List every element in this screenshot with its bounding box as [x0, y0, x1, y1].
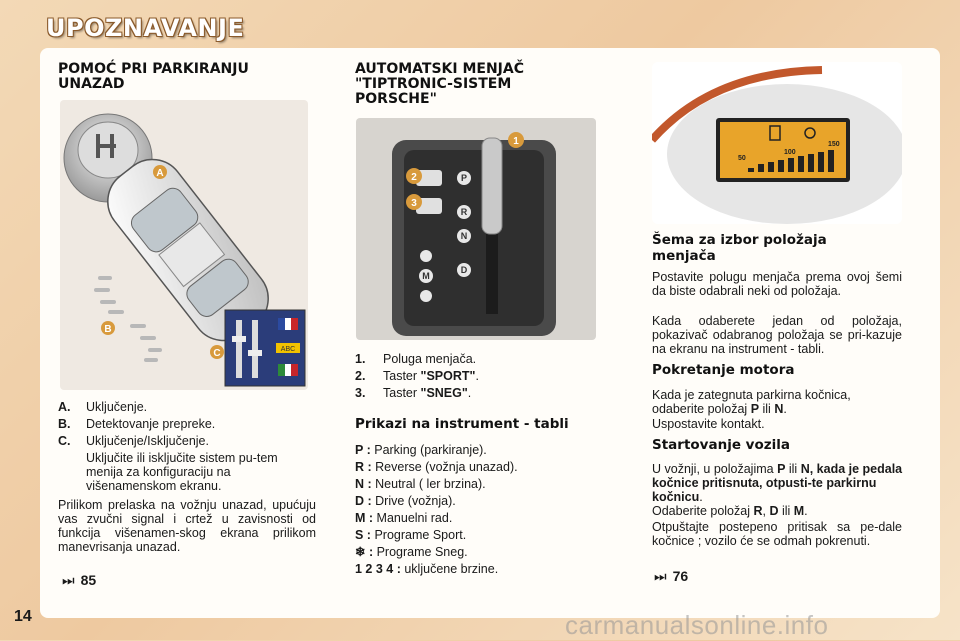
svg-text:M: M	[422, 271, 430, 281]
dashboard-figure	[652, 62, 902, 224]
svg-text:D: D	[460, 265, 468, 275]
display-item: 1 2 3 4 : uključene brzine.	[355, 562, 499, 576]
display-item: P : Parking (parkiranje).	[355, 443, 487, 457]
svg-text:2: 2	[411, 172, 417, 183]
svg-text:150: 150	[828, 141, 840, 148]
page-reference-85[interactable]: ⏭ 85	[62, 572, 97, 588]
instrument-display-list	[355, 442, 595, 578]
gear-lever	[482, 138, 502, 234]
parking-assist-title: POMOĆ PRI PARKIRANJU UNAZAD	[58, 61, 249, 92]
parking-assist-legend	[58, 400, 316, 554]
display-screen	[225, 310, 305, 386]
page-number: 14	[14, 608, 32, 625]
legend-item: 3. Taster "SNEG".	[355, 386, 472, 400]
legend-item: A. Uključenje.	[58, 400, 148, 414]
callout-1-badge	[508, 132, 524, 148]
display-item: R : Reverse (vožnja unazad).	[355, 460, 518, 474]
engine-start-paragraph-1: Kada je zategnuta parkirna kočnica, odaberite položaj P ili N.	[652, 388, 851, 416]
vehicle-start-paragraph-3: Otpuštajte postepeno pritisak sa pe-dale kočnice ; vozilo će se odmah pokrenuti.	[652, 520, 902, 548]
vehicle-start-paragraph-1: U vožnji, u položajima P ili N, kada je pedala kočnice pritisnuta, otpusti-te parkirnu kočnicu.	[652, 462, 903, 504]
callout-b-badge	[101, 321, 115, 335]
svg-text:R: R	[460, 207, 468, 217]
svg-text:C: C	[213, 348, 221, 359]
display-item: D : Drive (vožnja).	[355, 494, 456, 508]
svg-text:3: 3	[411, 198, 417, 209]
engine-start-title: Pokretanje motora	[652, 362, 795, 378]
vehicle-start-paragraph-2: Odaberite položaj R, D ili M.	[652, 504, 808, 518]
callout-2-badge	[406, 168, 422, 184]
instrument-display-title: Prikazi na instrument - tabli	[355, 416, 569, 432]
callout-a-badge	[153, 165, 167, 179]
schema-paragraph-2: Kada odaberete jedan od položaja, pokazivač odabranog položaja se pri-kazuje na ekranu na instrument - tabli.	[652, 314, 902, 356]
parking-assist-figure	[60, 100, 308, 390]
gearbox-title: AUTOMATSKI MENJAČ "TIPTRONIC-SISTEM PORSCHE"	[355, 61, 524, 107]
car-illustration	[60, 100, 308, 390]
dashboard-illustration	[652, 62, 902, 224]
gear-selector-illustration	[356, 118, 596, 340]
svg-text:B: B	[104, 324, 112, 335]
legend-item: 2. Taster "SPORT".	[355, 369, 479, 383]
svg-text:1: 1	[513, 136, 519, 147]
display-item: M : Manuelni rad.	[355, 511, 453, 525]
legend-item: C. Uključenje/Isključenje.	[58, 434, 209, 448]
svg-text:A: A	[156, 168, 164, 179]
callout-c-badge	[210, 345, 224, 359]
display-item: S : Programe Sport.	[355, 528, 467, 542]
callout-3-badge	[406, 194, 422, 210]
legend-note: Uključite ili isključite sistem pu-tem menija za konfiguraciju na višenamenskom ekranu.	[86, 451, 278, 493]
svg-text:50: 50	[738, 155, 746, 162]
display-label: ABC	[280, 346, 296, 353]
svg-text:P: P	[460, 173, 468, 183]
next-page-icon: ⏭	[654, 568, 667, 584]
schema-paragraph-1: Postavite polugu menjača prema ovoj šemi da biste odabrali neki od položaja.	[652, 270, 902, 298]
watermark: carmanualsonline.info	[565, 610, 829, 640]
next-page-icon: ⏭	[62, 572, 75, 588]
page-heading: UPOZNAVANJE	[46, 14, 245, 42]
svg-text:N: N	[460, 231, 468, 241]
legend-item: B. Detektovanje prepreke.	[58, 417, 216, 431]
legend-item: 1. Poluga menjača.	[355, 352, 477, 366]
svg-text:100: 100	[784, 149, 796, 156]
sensor-waves-icon	[94, 276, 162, 362]
display-item: ❄ : Programe Sneg.	[355, 545, 468, 559]
parking-assist-paragraph: Prilikom prelaska na vožnju unazad, upućuju vas zvučni signal i crtež u zavisnosti od funkcija višenamen-skog ekrana prilikom manevrisanja unazad.	[58, 498, 316, 554]
engine-start-paragraph-2: Uspostavite kontakt.	[652, 417, 765, 431]
gearbox-figure	[356, 118, 596, 340]
schema-title: Šema za izbor položaja menjača	[652, 232, 827, 264]
vehicle-start-title: Startovanje vozila	[652, 437, 790, 453]
page-reference-76[interactable]: ⏭ 76	[654, 568, 689, 584]
gearbox-legend	[355, 352, 595, 403]
display-item: N : Neutral ( ler brzina).	[355, 477, 486, 491]
